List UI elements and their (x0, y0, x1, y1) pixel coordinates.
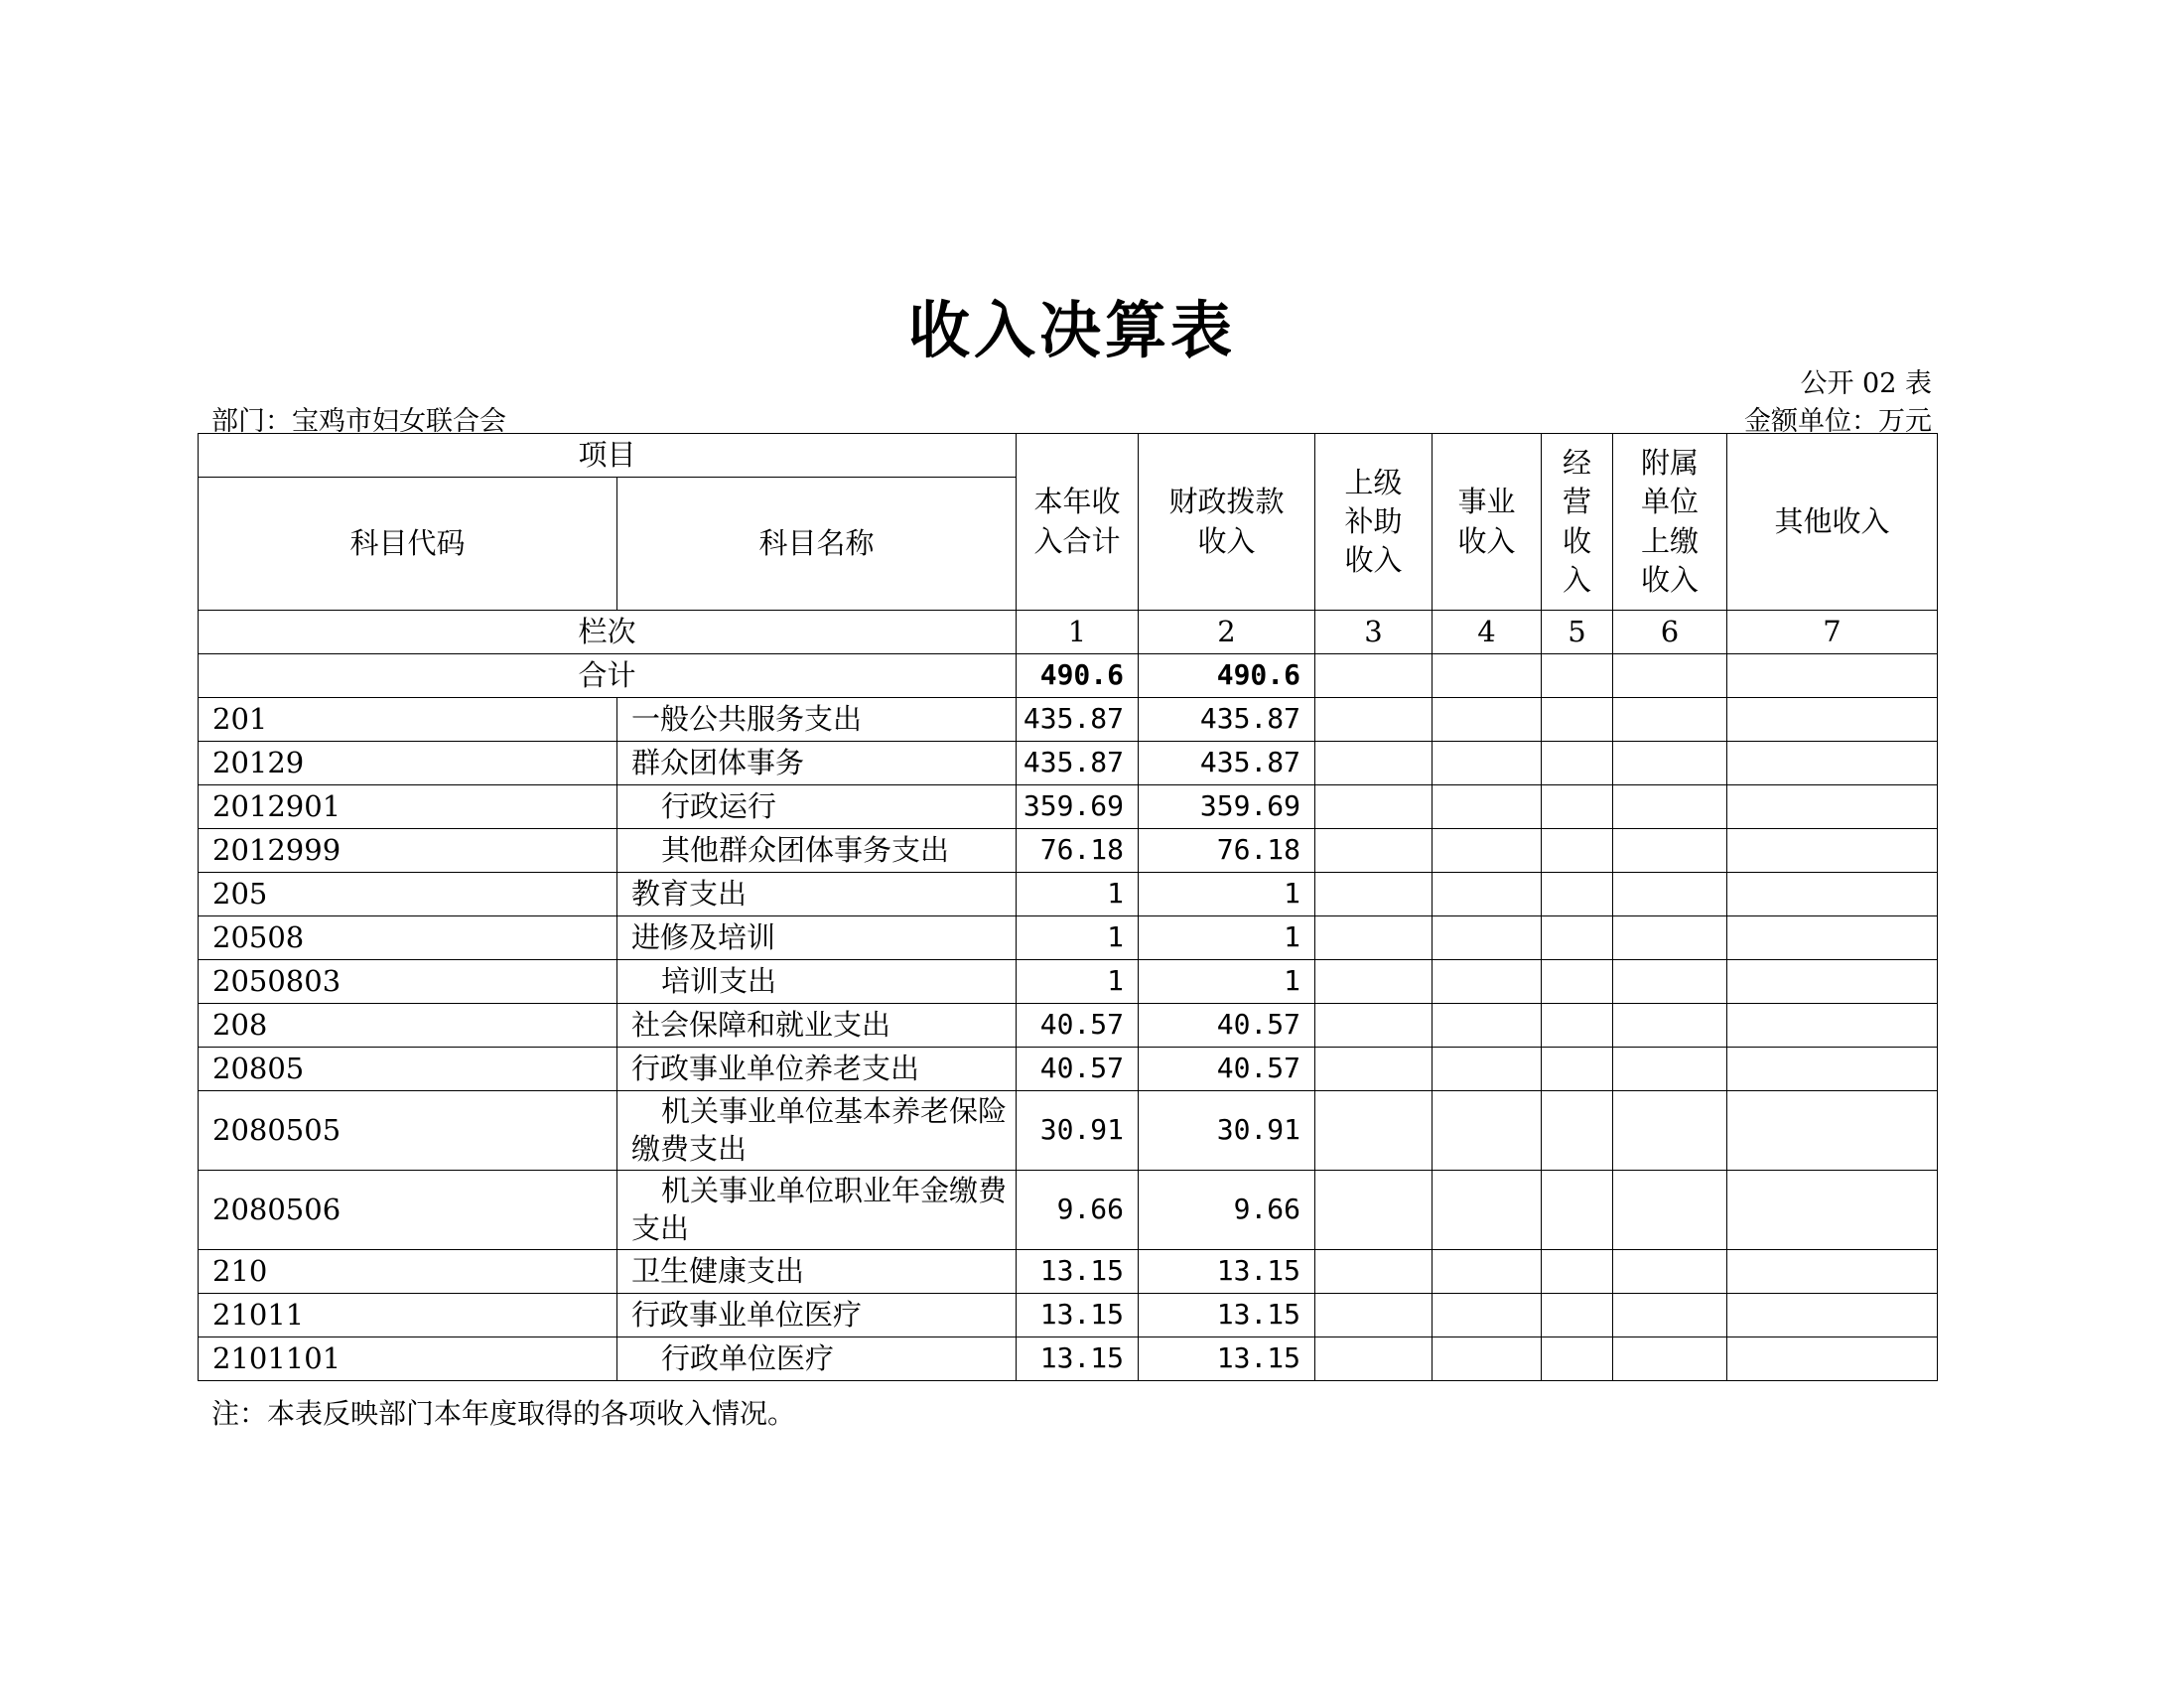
total-fiscal-value: 490.6 (1139, 654, 1315, 698)
subject-name: 教育支出 (617, 873, 1017, 916)
subject-name: 群众团体事务 (617, 742, 1017, 785)
footnote: 注：本表反映部门本年度取得的各项收入情况。 (211, 1397, 796, 1430)
empty-cell (1315, 1250, 1433, 1294)
table-row (199, 1171, 1938, 1250)
subject-code: 2050803 (199, 960, 617, 1004)
subject-name: 行政事业单位养老支出 (617, 1048, 1017, 1091)
empty-cell (1613, 1337, 1727, 1381)
empty-cell (1433, 742, 1542, 785)
header-name: 科目名称 (617, 478, 1017, 611)
empty-cell (1433, 1250, 1542, 1294)
empty-cell (1433, 698, 1542, 742)
empty-cell (1315, 960, 1433, 1004)
total-income-cell: 40.57 (1017, 1048, 1139, 1091)
fiscal-cell: 1 (1139, 916, 1315, 960)
table-row (199, 742, 1938, 785)
empty-cell (1727, 1004, 1938, 1048)
column-number: 2 (1139, 611, 1315, 654)
header-superior-subsidy-label: 上级补助收入 (1344, 465, 1403, 578)
header-project: 项目 (199, 434, 1017, 478)
empty-cell (1542, 1048, 1613, 1091)
empty-cell (1542, 916, 1613, 960)
subject-code: 2080505 (199, 1091, 617, 1171)
table-row (199, 960, 1938, 1004)
empty-cell (1315, 1337, 1433, 1381)
fiscal-cell: 359.69 (1139, 785, 1315, 829)
empty-cell (1613, 1091, 1727, 1171)
header-operating-label: 经营收入 (1563, 446, 1592, 597)
column-number: 3 (1315, 611, 1433, 654)
empty-cell (1433, 785, 1542, 829)
empty-cell (1433, 1294, 1542, 1337)
fiscal-cell: 13.15 (1139, 1337, 1315, 1381)
empty-cell (1315, 1048, 1433, 1091)
subject-name: 卫生健康支出 (617, 1250, 1017, 1294)
empty-cell (1433, 654, 1542, 698)
fiscal-cell: 40.57 (1139, 1004, 1315, 1048)
total-income-cell: 40.57 (1017, 1004, 1139, 1048)
table-row (199, 1294, 1938, 1337)
subject-code: 20508 (199, 916, 617, 960)
empty-cell (1613, 1004, 1727, 1048)
empty-cell (1542, 1294, 1613, 1337)
empty-cell (1613, 1250, 1727, 1294)
column-number-label: 栏次 (199, 611, 1017, 654)
header-affiliated-label: 附属单位上缴收入 (1641, 446, 1700, 597)
empty-cell (1542, 1004, 1613, 1048)
subject-name: 行政运行 (617, 785, 1017, 829)
subject-name: 培训支出 (617, 960, 1017, 1004)
empty-cell (1542, 1337, 1613, 1381)
empty-cell (1613, 1048, 1727, 1091)
empty-cell (1613, 654, 1727, 698)
empty-cell (1727, 1171, 1938, 1250)
table-row (199, 1250, 1938, 1294)
subject-name: 行政事业单位医疗 (617, 1294, 1017, 1337)
subject-code: 2101101 (199, 1337, 617, 1381)
total-income-cell: 76.18 (1017, 829, 1139, 873)
empty-cell (1542, 960, 1613, 1004)
empty-cell (1727, 1294, 1938, 1337)
empty-cell (1315, 1171, 1433, 1250)
header-operating (1542, 434, 1613, 611)
empty-cell (1315, 1004, 1433, 1048)
subject-code: 210 (199, 1250, 617, 1294)
total-income-cell: 1 (1017, 873, 1139, 916)
table-row (199, 829, 1938, 873)
total-income-cell: 1 (1017, 916, 1139, 960)
empty-cell (1613, 960, 1727, 1004)
empty-cell (1542, 742, 1613, 785)
fiscal-cell: 435.87 (1139, 742, 1315, 785)
header-superior-subsidy (1315, 434, 1433, 611)
subject-code: 2012999 (199, 829, 617, 873)
empty-cell (1315, 654, 1433, 698)
column-number: 7 (1727, 611, 1938, 654)
empty-cell (1727, 916, 1938, 960)
department-label: 部门：宝鸡市妇女联合会 (211, 406, 506, 437)
empty-cell (1542, 1171, 1613, 1250)
empty-cell (1727, 654, 1938, 698)
subject-name: 社会保障和就业支出 (617, 1004, 1017, 1048)
subject-code: 21011 (199, 1294, 617, 1337)
total-income-cell: 435.87 (1017, 698, 1139, 742)
empty-cell (1727, 1337, 1938, 1381)
header-total-income-label: 本年收入合计 (1033, 485, 1121, 558)
subject-code: 20129 (199, 742, 617, 785)
subject-name: 进修及培训 (617, 916, 1017, 960)
subject-code: 205 (199, 873, 617, 916)
table-row (199, 1004, 1938, 1048)
income-final-accounts-table (198, 433, 1938, 1381)
empty-cell (1542, 1091, 1613, 1171)
fiscal-cell: 435.87 (1139, 698, 1315, 742)
fiscal-cell: 76.18 (1139, 829, 1315, 873)
empty-cell (1727, 829, 1938, 873)
page-title: 收入决算表 (907, 294, 1236, 366)
empty-cell (1433, 1048, 1542, 1091)
total-income-cell: 13.15 (1017, 1294, 1139, 1337)
empty-cell (1613, 1171, 1727, 1250)
fiscal-cell: 13.15 (1139, 1250, 1315, 1294)
empty-cell (1315, 785, 1433, 829)
table-row (199, 916, 1938, 960)
empty-cell (1613, 916, 1727, 960)
column-number: 6 (1613, 611, 1727, 654)
empty-cell (1727, 1048, 1938, 1091)
empty-cell (1433, 1004, 1542, 1048)
empty-cell (1433, 1171, 1542, 1250)
empty-cell (1315, 1091, 1433, 1171)
header-business-label: 事业收入 (1457, 485, 1516, 558)
empty-cell (1315, 742, 1433, 785)
subject-name: 其他群众团体事务支出 (617, 829, 1017, 873)
empty-cell (1613, 1294, 1727, 1337)
table-row (199, 785, 1938, 829)
subject-name-text: 机关事业单位基本养老保险缴费支出 (631, 1093, 1008, 1166)
total-income-cell: 13.15 (1017, 1250, 1139, 1294)
table-row (199, 1048, 1938, 1091)
empty-cell (1433, 1337, 1542, 1381)
total-income-cell: 435.87 (1017, 742, 1139, 785)
subject-name: 行政单位医疗 (617, 1337, 1017, 1381)
empty-cell (1613, 698, 1727, 742)
column-number: 1 (1017, 611, 1139, 654)
fiscal-cell: 9.66 (1139, 1171, 1315, 1250)
subject-code: 2080506 (199, 1171, 617, 1250)
total-income-value: 490.6 (1017, 654, 1139, 698)
empty-cell (1433, 960, 1542, 1004)
form-number: 公开 02 表 (1800, 368, 1932, 399)
empty-cell (1727, 1250, 1938, 1294)
empty-cell (1727, 742, 1938, 785)
amount-unit-label: 金额单位：万元 (1744, 406, 1932, 437)
empty-cell (1613, 873, 1727, 916)
empty-cell (1433, 1091, 1542, 1171)
header-fiscal-label: 财政拨款收入 (1168, 485, 1285, 558)
empty-cell (1542, 654, 1613, 698)
empty-cell (1542, 698, 1613, 742)
header-business (1433, 434, 1542, 611)
total-income-cell: 359.69 (1017, 785, 1139, 829)
empty-cell (1433, 829, 1542, 873)
total-income-cell: 9.66 (1017, 1171, 1139, 1250)
total-income-cell: 30.91 (1017, 1091, 1139, 1171)
empty-cell (1613, 742, 1727, 785)
subject-name-text: 机关事业单位职业年金缴费支出 (631, 1173, 1008, 1245)
table-row (199, 873, 1938, 916)
table-row (199, 698, 1938, 742)
fiscal-cell: 40.57 (1139, 1048, 1315, 1091)
empty-cell (1727, 873, 1938, 916)
empty-cell (1315, 873, 1433, 916)
table-row (199, 1337, 1938, 1381)
subject-code: 208 (199, 1004, 617, 1048)
empty-cell (1315, 829, 1433, 873)
header-code: 科目代码 (199, 478, 617, 611)
empty-cell (1433, 916, 1542, 960)
total-income-cell: 1 (1017, 960, 1139, 1004)
empty-cell (1542, 785, 1613, 829)
empty-cell (1727, 1091, 1938, 1171)
total-income-cell: 13.15 (1017, 1337, 1139, 1381)
fiscal-cell: 13.15 (1139, 1294, 1315, 1337)
subject-code: 2012901 (199, 785, 617, 829)
subject-name (617, 1091, 1017, 1171)
subject-code: 201 (199, 698, 617, 742)
subject-name: 一般公共服务支出 (617, 698, 1017, 742)
empty-cell (1433, 873, 1542, 916)
total-row-label: 合计 (199, 654, 1017, 698)
header-fiscal (1139, 434, 1315, 611)
empty-cell (1613, 829, 1727, 873)
empty-cell (1315, 1294, 1433, 1337)
subject-code: 20805 (199, 1048, 617, 1091)
empty-cell (1542, 1250, 1613, 1294)
empty-cell (1727, 698, 1938, 742)
empty-cell (1727, 960, 1938, 1004)
fiscal-cell: 30.91 (1139, 1091, 1315, 1171)
empty-cell (1315, 916, 1433, 960)
column-number: 5 (1542, 611, 1613, 654)
table-row (199, 1091, 1938, 1171)
header-other: 其他收入 (1727, 434, 1938, 611)
empty-cell (1542, 873, 1613, 916)
empty-cell (1542, 829, 1613, 873)
column-number: 4 (1433, 611, 1542, 654)
header-total-income (1017, 434, 1139, 611)
header-affiliated (1613, 434, 1727, 611)
fiscal-cell: 1 (1139, 873, 1315, 916)
fiscal-cell: 1 (1139, 960, 1315, 1004)
empty-cell (1613, 785, 1727, 829)
subject-name (617, 1171, 1017, 1250)
empty-cell (1727, 785, 1938, 829)
empty-cell (1315, 698, 1433, 742)
